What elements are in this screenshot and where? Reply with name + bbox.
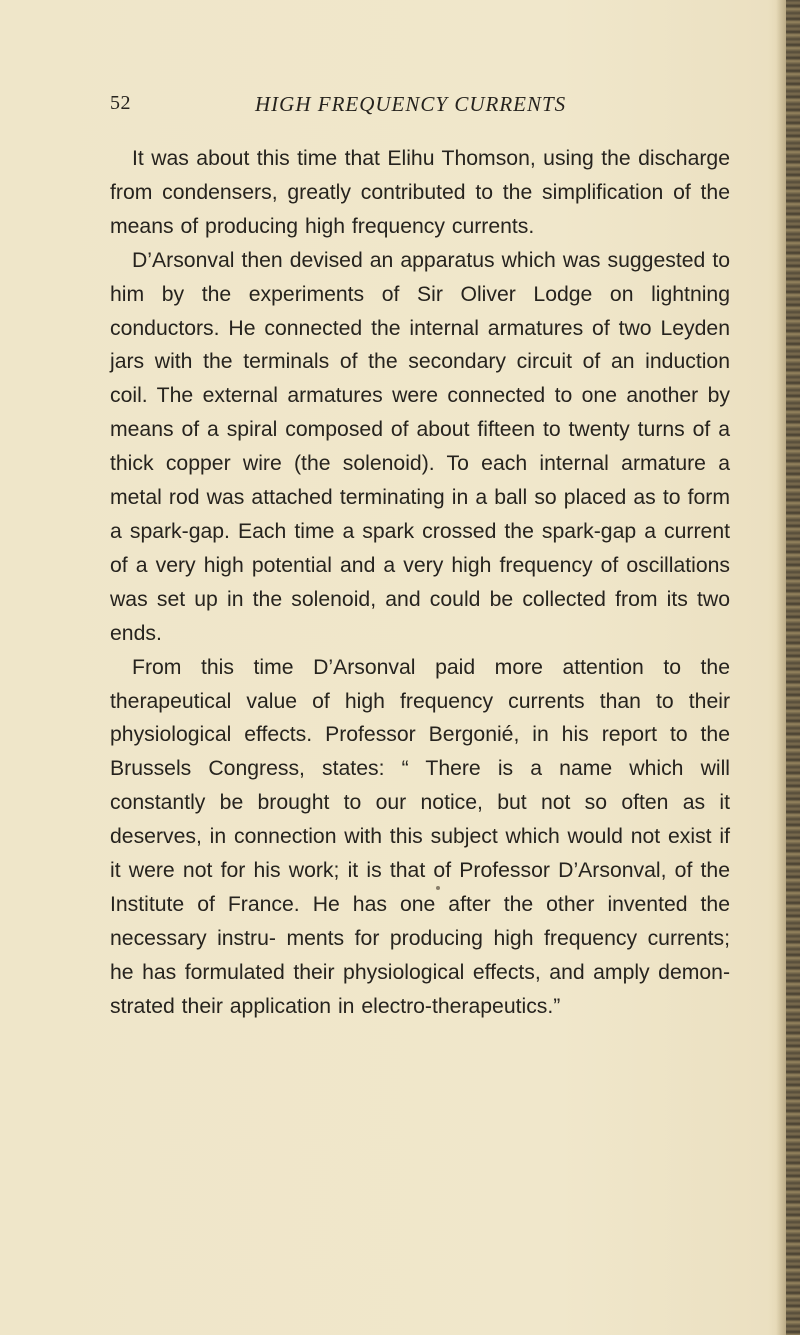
body-text: [110, 142, 730, 1024]
page-number: 52: [110, 92, 131, 114]
ink-speck: [436, 886, 440, 890]
page-edge-shadow: [786, 0, 800, 1335]
paragraph-2: D’Arsonval then devised an apparatus which was suggested to him by the experiments of Sir Oliver Lodge on lightning conductors. He connected the internal armatures of two Leyden jars with the terminals of the secondary circuit of an induction coil. The external armatures were connected to one another by means of a spiral composed of about fifteen to twenty turns of a thick copper wire (the solenoid). To each internal armature a metal rod was attached terminating in a ball so placed as to form a spark-gap. Each time a spark crossed the spark-gap a current of a very high potential and a very high frequency of oscillations was set up in the solenoid, and could be collected from its two ends.: [110, 248, 730, 645]
running-head: HIGH FREQUENCY CURRENTS: [255, 92, 567, 116]
paragraph-3: From this time D’Arsonval paid more attention to the therapeutical value of high frequency currents than to their physiological effects. Professor Bergonié, in his report to the Brussels Congress, states: “ There is a name which will constantly be brought to our notice, but not so often as it deserves, in connection with this subject which would not exist if it were not for his work; it is that of Professor D’Arsonval, of the Institute of France. He has one after the other invented the necessary instru- ments for producing high frequency currents; he has formulated their physiological effects, and amply demon- strated their application in electro-therapeutics.”: [110, 655, 730, 1018]
page-header: [110, 92, 730, 122]
page-edge-fade: [776, 0, 786, 1335]
paragraph-1: It was about this time that Elihu Thomson, using the discharge from condensers, greatly contributed to the simplification of the means of producing high frequency currents.: [110, 147, 730, 238]
